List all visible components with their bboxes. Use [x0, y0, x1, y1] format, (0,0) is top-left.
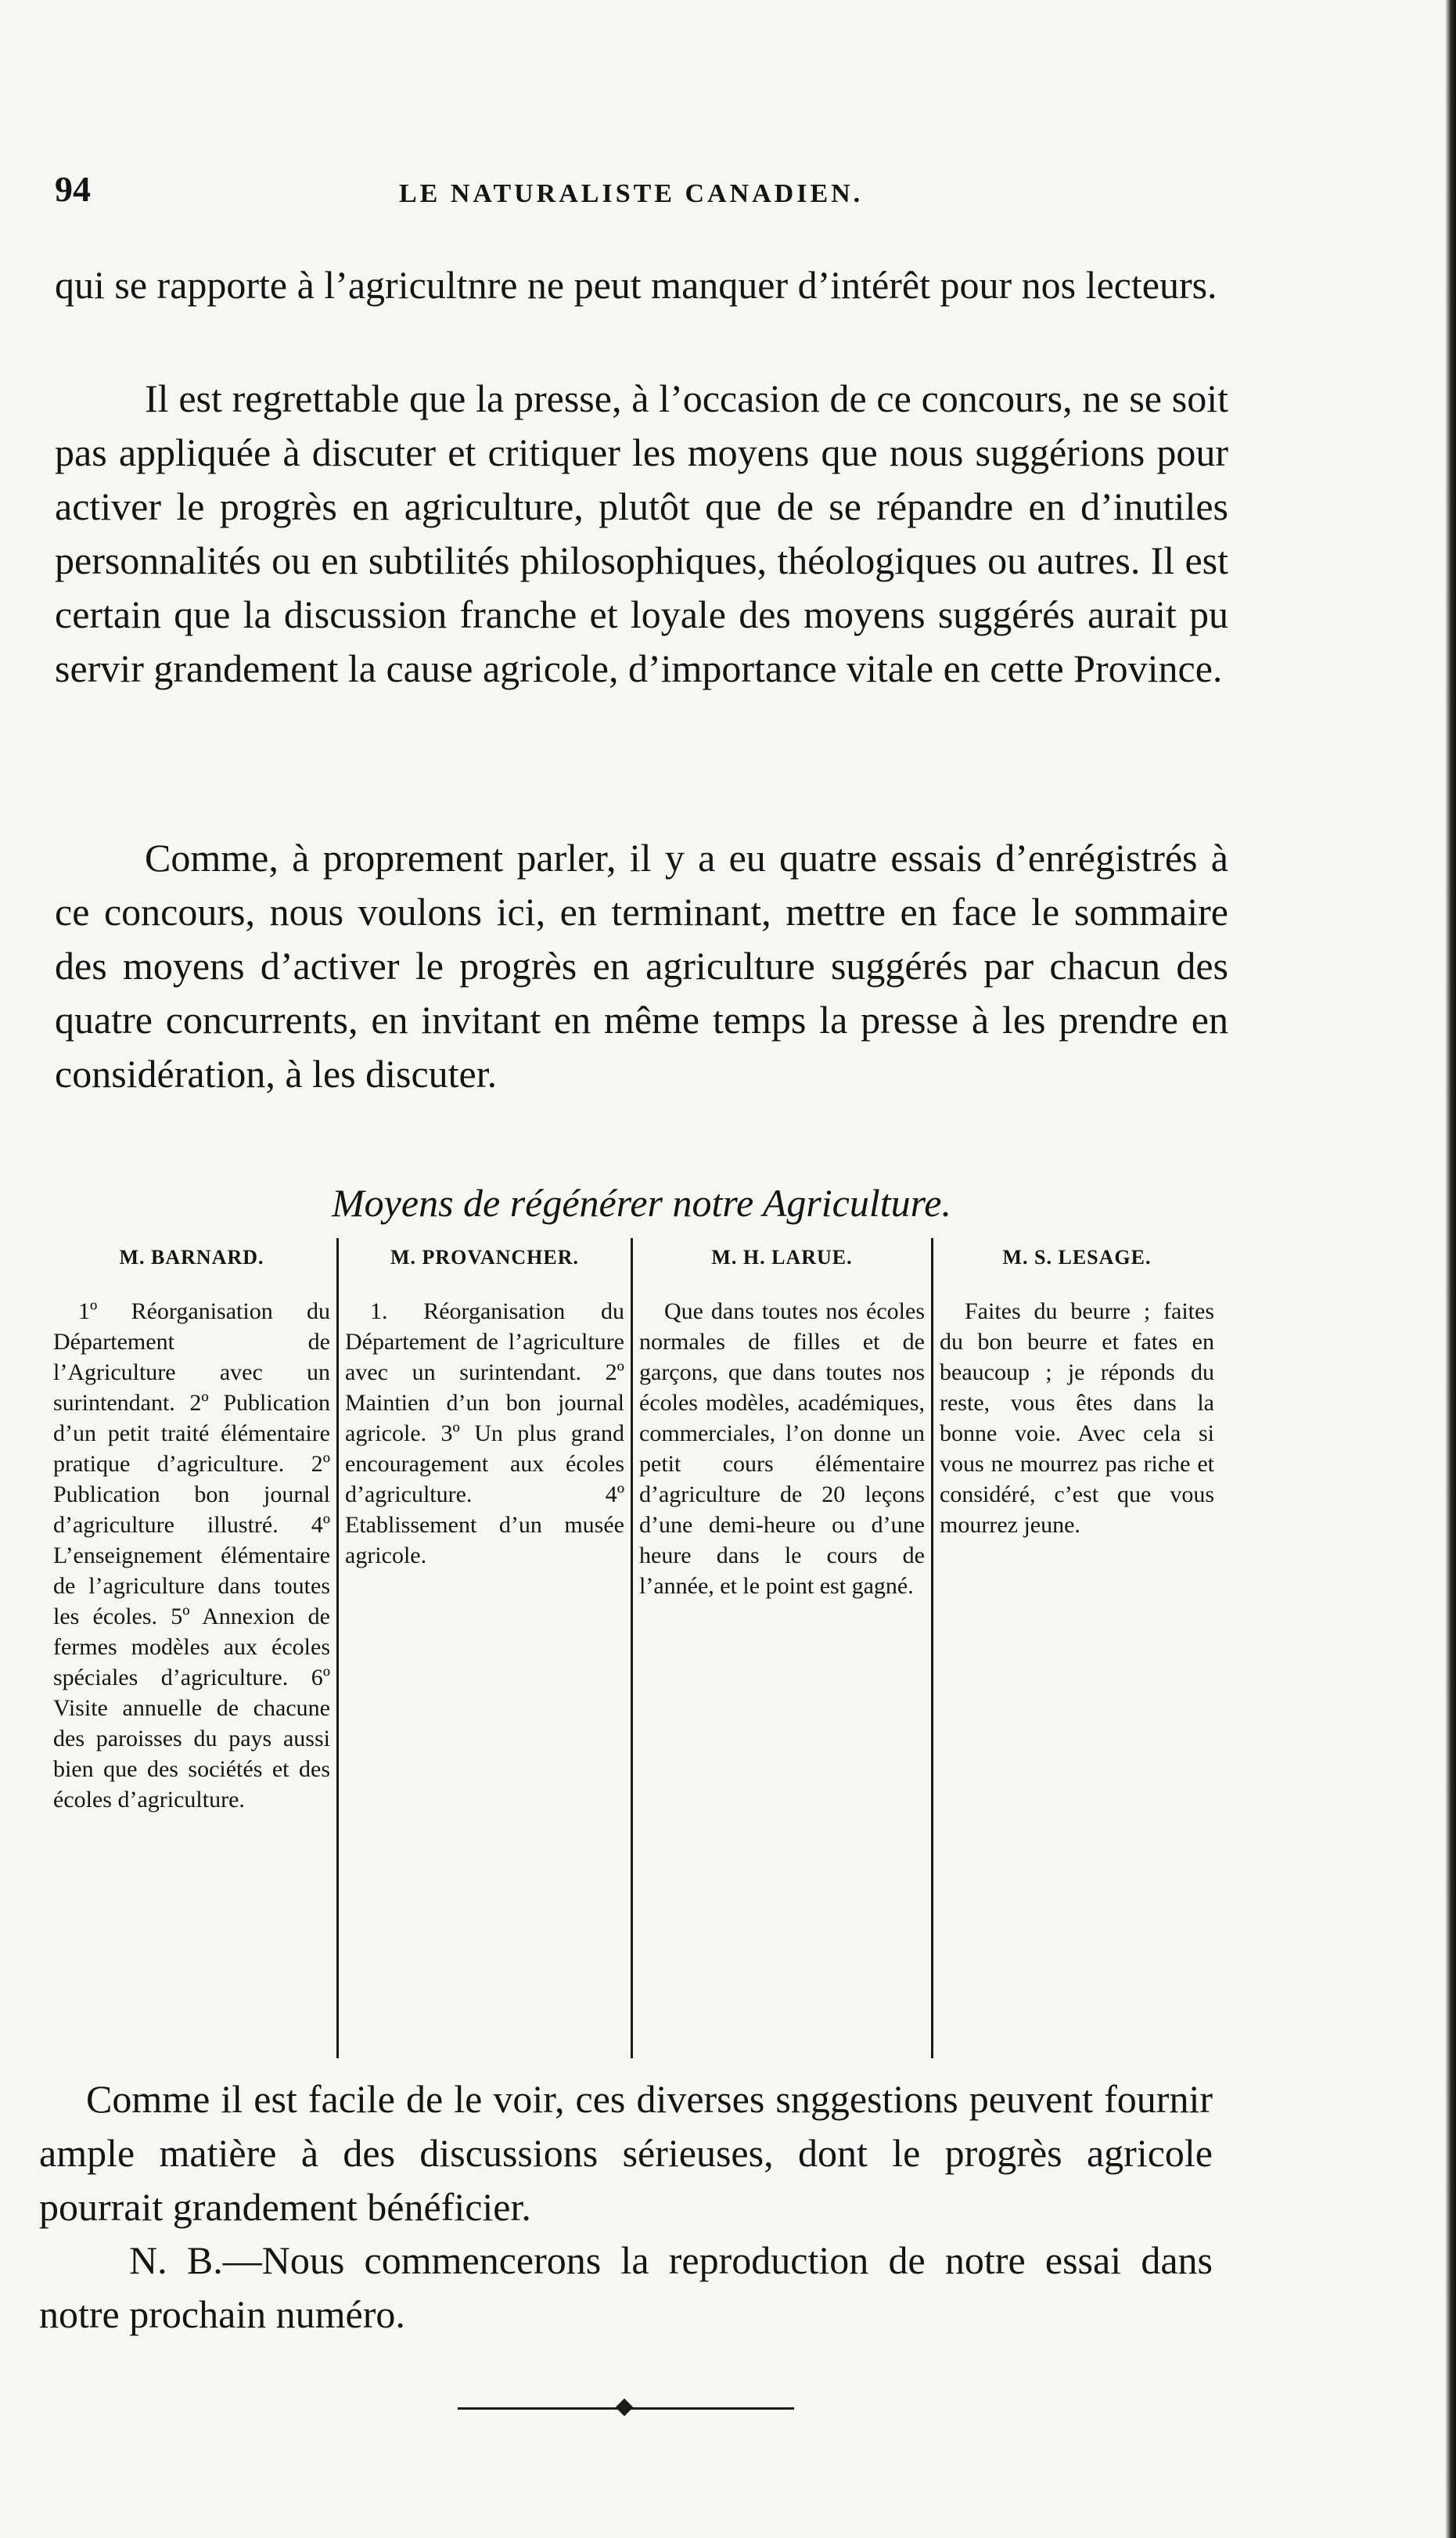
table-column-lesage — [931, 1238, 1221, 2058]
page-header — [55, 168, 1228, 223]
column-heading: M. PROVANCHER. — [390, 1246, 580, 1269]
table-column-larue — [631, 1238, 931, 2058]
column-text: Faites du beurre ; faites du bon beurre et fates en beaucoup ; je réponds du reste, vous êtes dans la bonne voie. Avec cela si vous ne mourrez pas riche et considéré, c’est que vous mourrez jeune. — [940, 1298, 1214, 1538]
column-text: 1. Réorganisation du Département de l’agriculture avec un surintendant. 2º Maintien d’un bon journal agricole. 3º Un plus grand encouragement aux écoles d’agriculture. 4º Etablissement d’un musée agricole. — [345, 1298, 624, 1568]
ornament-diamond-icon — [616, 2399, 634, 2417]
paragraph-1: qui se rapporte à l’agricultnre ne peut manquer d’intérêt pour nos lecteurs. — [55, 263, 1217, 307]
paragraph-5: N. B.—Nous commencerons la reproduction de notre essai dans notre prochain numéro. — [39, 2238, 1213, 2336]
paragraph-2: Il est regrettable que la presse, à l’occasion de ce concours, ne se soit pas appliquée à discuter et critiquer les moyens que nous suggérions pour activer le progrès en agriculture, plutôt que de se répandre en d’inutiles personnalités ou en subtilités philosophiques, théologiques ou autres. Il est certain que la discussion franche et loyale des moyens suggérés aurait pu servir grandement la cause agricole, d’importance vitale en cette Province. — [55, 376, 1228, 690]
column-heading: M. S. LESAGE. — [1002, 1246, 1152, 1269]
running-title: LE NATURALISTE CANADIEN. — [399, 179, 864, 208]
comparison-table — [47, 1238, 1221, 2058]
paragraph-4: Comme il est facile de le voir, ces diverses snggestions peuvent fournir ample matière à des discussions sérieuses, dont le progrès agricole pourrait grandement bénéficier. — [39, 2077, 1213, 2229]
page-number: 94 — [55, 169, 91, 209]
table-column-provancher — [336, 1238, 631, 2058]
page-edge-shadow — [1445, 0, 1456, 2538]
table-column-barnard — [47, 1238, 336, 2058]
column-text: 1º Réorganisation du Département de l’Agriculture avec un surintendant. 2º Publication d’un petit traité élémentaire pratique d’agriculture. 2º Publication bon journal d’agriculture illustré. 4º L’enseignement élémentaire de l’agriculture dans toutes les écoles. 5º Annexion de fermes modèles aux écoles spéciales d’agriculture. 6º Visite annuelle de chacune des paroisses du pays aussi bien que des sociétés et des écoles d’agriculture. — [53, 1298, 330, 1813]
rule-with-diamond-icon — [458, 2399, 794, 2417]
column-text: Que dans toutes nos écoles normales de filles et de garçons, que dans toutes nos écoles modèles, académiques, commerciales, l’on donne un petit cours élémentaire d’agriculture de 20 leçons d’une demi-heure ou d’une heure dans le cours de l’année, et le point est gagné. — [639, 1298, 925, 1599]
table-heading: Moyens de régénérer notre Agriculture. — [332, 1181, 951, 1225]
paragraph-3: Comme, à proprement parler, il y a eu quatre essais d’enrégistrés à ce concours, nous voulons ici, en terminant, mettre en face le sommaire des moyens d’activer le progrès en agriculture suggérés par chacun des quatre concurrents, en invitant en même temps la presse à les prendre en considération, à les discuter. — [55, 836, 1228, 1096]
column-heading: M. H. LARUE. — [711, 1246, 853, 1269]
column-heading: M. BARNARD. — [119, 1246, 264, 1269]
